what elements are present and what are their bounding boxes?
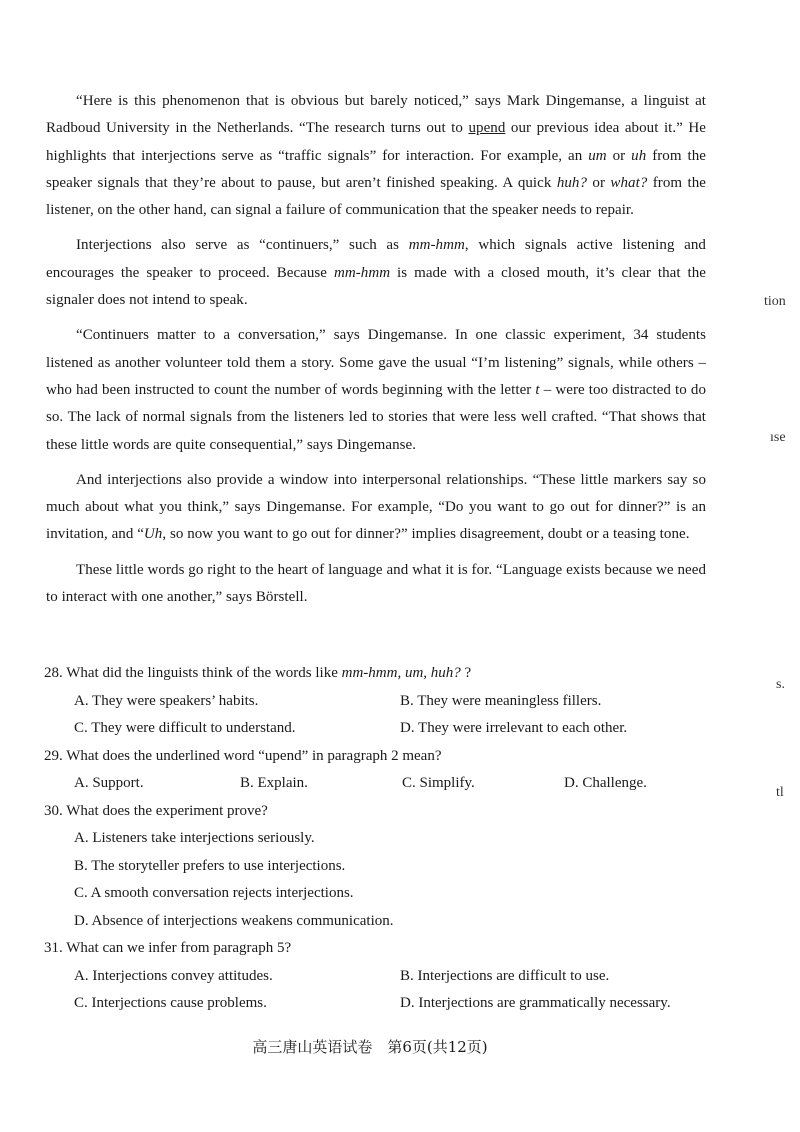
answer-option-c[interactable]: C. They were difficult to understand. <box>74 720 296 736</box>
text-run: – were too distracted to do so. The lack of normal signals from the listeners led to stories that were less well crafted. “That shows that these little words are quite consequential,” says Dingemanse. <box>46 381 706 453</box>
answer-option-a[interactable]: A. Support. <box>74 775 144 791</box>
text-run: ? <box>460 665 472 681</box>
reading-passage <box>46 88 706 619</box>
answer-option-a[interactable]: A. Interjections convey attitudes. <box>74 967 273 984</box>
answer-options <box>74 963 726 1018</box>
underlined-word: upend <box>468 120 506 137</box>
question-number: 29. <box>44 747 63 764</box>
question-28 <box>46 660 726 743</box>
italic-term: mm-hmm <box>333 264 391 281</box>
answer-option-d[interactable]: D. They were irrelevant to each other. <box>400 720 628 736</box>
text-run: What does the underlined word “upend” in paragraph 2 mean? <box>62 747 442 764</box>
text-run: What did the linguists think of the words like <box>62 665 342 681</box>
answer-option-b[interactable]: B. The storyteller prefers to use interjections. <box>74 857 346 874</box>
question-30 <box>46 798 726 936</box>
paragraph-4 <box>46 467 706 549</box>
question-number: 28. <box>44 665 63 681</box>
edge-fragment-3: s. <box>776 677 785 692</box>
answer-options <box>74 825 726 935</box>
question-31 <box>46 935 726 1018</box>
answer-option-d[interactable]: D. Interjections are grammatically necessary. <box>400 995 671 1011</box>
text-run: , which signals active listening and encourages the speaker to proceed. Because <box>46 237 706 281</box>
italic-term: uh <box>631 147 647 164</box>
page-footer: 高三唐山英语试卷 第6页(共12页) <box>252 1038 488 1056</box>
text-run: What does the experiment prove? <box>62 802 268 819</box>
text-run: or <box>606 147 632 164</box>
question-stem <box>44 935 726 963</box>
answer-option-c[interactable]: C. Simplify. <box>402 775 475 791</box>
text-run: is made with a closed mouth, it’s clear that the signaler does not intend to speak. <box>46 264 706 309</box>
text-run: And interjections also provide a window into interpersonal relationships. “These little markers say so much about what you think,” says Dingemanse. For example, “Do you want to go out for dinner?” is an invitation, and “ <box>46 471 706 543</box>
text-run: What can we infer from paragraph 5? <box>62 940 292 956</box>
text-run: “Here is this phenomenon that is obvious but barely noticed,” says Mark Dingemanse, a linguist at Radboud University in the Netherlands. “The research turns out to <box>46 93 706 137</box>
question-stem <box>44 743 726 771</box>
paragraph-2 <box>46 232 706 314</box>
paragraph-1 <box>46 88 706 224</box>
text-run: from the speaker signals that they’re about to pause, but aren’t finished speaking. A quick <box>46 147 706 191</box>
edge-fragment-4: tl <box>776 785 784 800</box>
answer-options <box>74 688 726 743</box>
text-run: , so now you want to go out for dinner?” implies disagreement, doubt or a teasing tone. <box>162 526 690 543</box>
question-number: 31. <box>44 940 63 956</box>
paragraph-5 <box>46 557 706 612</box>
edge-fragment-2: ıse <box>770 430 786 445</box>
answer-option-b[interactable]: B. Explain. <box>240 775 308 791</box>
text-run: Interjections also serve as “continuers,” such as <box>76 237 409 254</box>
answer-options <box>74 770 726 798</box>
question-29 <box>46 743 726 798</box>
answer-option-a[interactable]: A. Listeners take interjections seriously. <box>74 830 315 846</box>
edge-fragment-1: tion <box>764 294 786 309</box>
italic-term: mm-hmm, um, huh? <box>341 665 461 681</box>
question-number: 30. <box>44 802 63 819</box>
text-run: our previous idea about it.” He highlights that interjections serve as “traffic signals” for interaction. For example, an <box>46 120 706 164</box>
text-run: “Continuers matter to a conversation,” says Dingemanse. In one classic experiment, 34 students listened as another volunteer told them a story. Some gave the usual “I’m listening” signals, while others – who had been instructed to count the number of words beginning with the letter <box>46 327 706 398</box>
paragraph-3 <box>46 322 706 458</box>
answer-option-a[interactable]: A. They were speakers’ habits. <box>74 692 259 709</box>
answer-option-c[interactable]: C. A smooth conversation rejects interjections. <box>74 885 354 901</box>
text-run: These little words go right to the heart of language and what it is for. “Language exists because we need to interact with one another,” says Börstell. <box>46 561 706 606</box>
answer-option-b[interactable]: B. They were meaningless fillers. <box>400 692 602 709</box>
answer-option-b[interactable]: B. Interjections are difficult to use. <box>400 967 610 984</box>
question-stem <box>44 660 726 688</box>
text-run: from the listener, on the other hand, can signal a failure of communication that the speaker needs to repair. <box>46 174 706 219</box>
italic-term: um <box>588 147 607 164</box>
text-run: or <box>587 174 611 191</box>
question-list <box>46 660 726 1018</box>
italic-term: t <box>535 381 540 398</box>
answer-option-d[interactable]: D. Challenge. <box>564 775 647 791</box>
italic-term: Uh <box>143 526 163 543</box>
question-stem <box>44 798 726 826</box>
answer-option-c[interactable]: C. Interjections cause problems. <box>74 995 267 1011</box>
italic-term: mm-hmm <box>408 237 465 254</box>
italic-term: what? <box>610 174 648 191</box>
answer-option-d[interactable]: D. Absence of interjections weakens communication. <box>74 912 394 929</box>
italic-term: huh? <box>556 174 588 191</box>
